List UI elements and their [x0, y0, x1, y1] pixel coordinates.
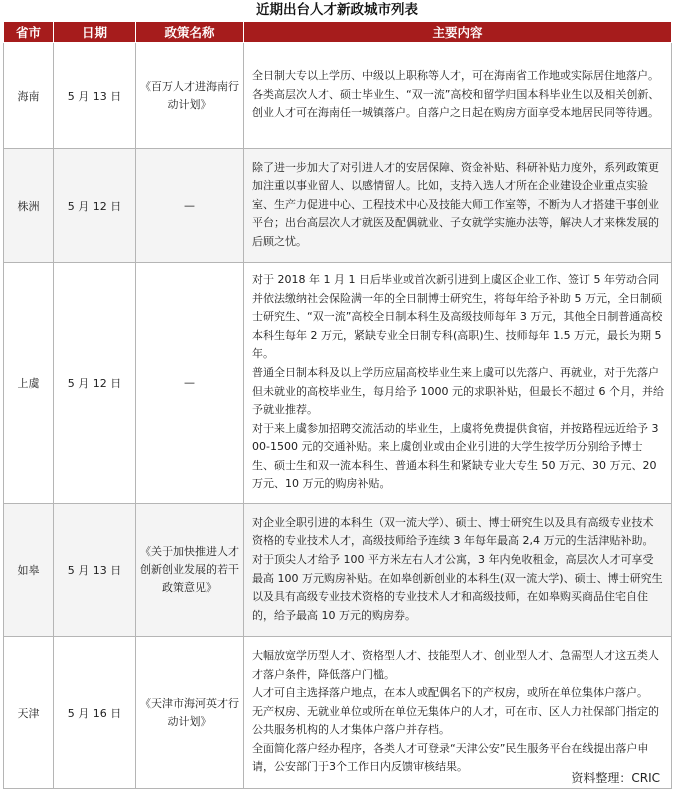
content-paragraph: 普通全日制本科及以上学历应届高校毕业生来上虞可以先落户、再就业，对于先落户但未就业的高校毕业生，每月给予 1000 元的求职补贴，但最长不超过 6 个月，并给予就业推荐。	[252, 365, 664, 417]
policy-table	[3, 21, 672, 789]
province-cell: 天津	[4, 637, 54, 789]
table-title: 近期出台人才新政城市列表	[256, 2, 418, 18]
province-cell: 如皋	[4, 504, 54, 637]
table-row-zhuzhou	[4, 149, 672, 263]
content-cell	[244, 43, 672, 149]
content-paragraph: 全日制大专以上学历、中级以上职称等人才，可在海南省工作地或实际居住地落户。各类高层次人才、硕士毕业生、“双一流”高校和留学归国本科毕业生以及相关创新、创业人才可在海南任一城镇落户。自落户之日起在购房方面享受本地居民同等待遇。	[252, 69, 660, 120]
header-date: 日期	[54, 22, 136, 43]
date-cell: 5 月 13 日	[54, 43, 136, 149]
source-note: 资料整理：CRIC	[571, 771, 660, 785]
table-row-hainan	[4, 43, 672, 149]
date-cell: 5 月 13 日	[54, 504, 136, 637]
content-paragraph: 对于来上虞参加招聘交流活动的毕业生，上虞将免费提供食宿，并按路程远近给予 300-1500 元的交通补贴。来上虞创业或由企业引进的大学生按学历分别给予博士生、硕士生和双一流本科生、普通本科生和紧缺专业大专生 50 万元、30 万元、20 万元、10 万元的购房补贴。	[252, 421, 659, 491]
policy-name-cell: 《关于加快推进人才创新创业发展的若干政策意见》	[136, 504, 244, 637]
policy-name-cell: 《百万人才进海南行动计划》	[136, 43, 244, 149]
province-cell: 株洲	[4, 149, 54, 263]
policy-name-cell: 《天津市海河英才行动计划》	[136, 637, 244, 789]
content-cell	[244, 504, 672, 637]
content-paragraph: 除了进一步加大了对引进人才的安居保障、资金补贴、科研补贴力度外，系列政策更加注重以事业留人、以感情留人。比如，支持入选人才所在企业建设企业重点实验室、生产力促进中心、工程技术中心及技能大师工作室等，不断为人才搭建干事创业平台；出台高层次人才就医及配偶就业、子女就学实施办法等，解决人才来株发展的后顾之忧。	[252, 160, 659, 248]
header-province: 省市	[4, 22, 54, 43]
content-cell	[244, 149, 672, 263]
content-paragraph: 人才可自主选择落户地点，在本人或配偶名下的产权房，或所在单位集体户落户。	[252, 686, 648, 700]
policy-name-cell: —	[136, 263, 244, 504]
date-cell: 5 月 12 日	[54, 149, 136, 263]
table-row-tianjin	[4, 637, 672, 789]
province-cell: 上虞	[4, 263, 54, 504]
content-paragraph: 对企业全职引进的本科生（双一流大学）、硕士、博士研究生以及具有高级专业技术资格的专业技术人才，高级技师给予连续 3 年每年最高 2,4 万元的生活津贴补助。对于顶尖人才给予 100 平方米左右人才公寓，3 年内免收租金，高层次人才可享受最高 100 万元购房补贴。在如皋创新创业的本科生(双一流大学)、硕士、博士研究生以及具有高级专业技术资格的专业技术人才和高级技师，在如皋购买商品住宅自住的，给予最高 10 万元的购房券。	[252, 515, 663, 622]
policy-name-cell: —	[136, 149, 244, 263]
date-cell: 5 月 16 日	[54, 637, 136, 789]
content-cell	[244, 637, 672, 789]
header-policy: 政策名称	[136, 22, 244, 43]
province-cell: 海南	[4, 43, 54, 149]
content-paragraph: 无产权房、无就业单位或所在单位无集体户的人才，可在市、区人力社保部门指定的公共服务机构的人才集体户落户并存档。	[252, 704, 659, 737]
table-row-rugao	[4, 504, 672, 637]
header-content: 主要内容	[244, 22, 672, 43]
content-paragraph: 大幅放宽学历型人才、资格型人才、技能型人才、创业型人才、急需型人才这五类人才落户条件，降低落户门槛。	[252, 648, 659, 681]
content-cell	[244, 263, 672, 504]
content-paragraph: 对于 2018 年 1 月 1 日后毕业或首次新引进到上虞区企业工作、签订 5 年劳动合同并依法缴纳社会保险满一年的全日制博士研究生，将每年给予补助 5 万元，全日制硕士研究生、“双一流”高校全日制本科生及高级技师每年 3 万元，其他全日制普通高校本科生每年 2 万元，紧缺专业全日制专科(高职)生、技师每年 1.5 万元，最长为期 5 年。	[252, 272, 663, 361]
table-row-shangyu	[4, 263, 672, 504]
content-paragraph: 全面简化落户经办程序，各类人才可登录“天津公安”民生服务平台在线提出落户申请，公安部门于3个工作日内反馈审核结果。	[252, 741, 649, 774]
table-header-row	[4, 22, 672, 43]
date-cell: 5 月 12 日	[54, 263, 136, 504]
